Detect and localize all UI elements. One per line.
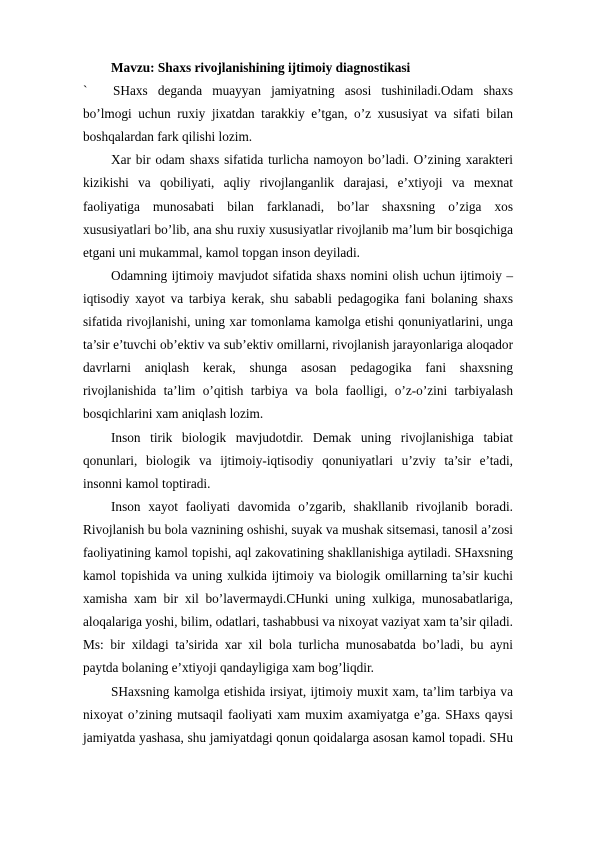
document-page <box>83 56 513 749</box>
paragraph-4: Inson tirik biologik mavjudotdir. Demak uning rivojlanishiga tabiat qonunlari, biologik va ijtimoiy-iqtisodiy qonuniyatlari u’zviy ta’sir e’tadi, insonni kamol toptiradi. <box>83 429 513 491</box>
paragraph-1 <box>83 79 513 148</box>
paragraph-3: Odamning ijtimoiy mavjudot sifatida shaxs nomini olish uchun ijtimoiy – iqtisodiy xayot va tarbiya kerak, shu sababli pedagogika fani bolaning shaxs sifatida rivojlanishi, uning xar tomonlama kamolga etishi qonuniyatlarini, unga ta’sir e’tuvchi ob’ektiv va sub’ektiv omillarni, rivojlanish jarayonlariga aloqador davrlarni aniqlash kerak, shunga asosan pedagogika fani shaxsning rivojlanishida ta’lim o’qitish tarbiya va bola faolligi, o’z-o’zini tarbiyalash bosqichlarini xam aniqlash lozim. <box>83 267 513 422</box>
paragraph-1-text: SHaxs deganda muayyan jamiyatning asosi tushiniladi.Odam shaxs bo’lmogi uchun ruxiy jixatdan tarakkiy e’tgan, o’z xususiyat va sifati bilan boshqalardan fark qilishi lozim. <box>83 83 513 145</box>
paragraph-2: Xar bir odam shaxs sifatida turlicha namoyon bo’ladi. O’zining xarakteri kizikishi va qobiliyati, aqliy rivojlanganlik darajasi, e’xtiyoji va mexnat faoliyatiga munosabati bilan farklanadi, bo’lar shaxsning o’ziga xos xususiyatlari bo’lib, ana shu ruxiy xususiyatlar rivojlanib ma’lum bir bosqichiga etgani uni mukammal, kamol topgan inson deyiladi. <box>83 152 513 260</box>
tick-mark: ` <box>83 83 88 99</box>
document-title: Mavzu: Shaxs rivojlanishining ijtimoiy diagnostikasi <box>111 60 411 75</box>
paragraph-6: SHaxsning kamolga etishida irsiyat, ijtimoiy muxit xam, ta’lim tarbiya va nixoyat o’zining mutsaqil faoliyati xam muxim axamiyatga e’ga. SHaxs qaysi jamiyatda yashasa, shu jamiyatdagi qonun qoidalarga asosan kamol topadi. SHu <box>83 683 513 745</box>
paragraph-5: Inson xayot faoliyati davomida o’zgarib, shakllanib rivojlanib boradi. Rivojlanish bu bola vaznining oshishi, suyak va mushak sitsemasi, tanosil a’zosi faoliyatining kamol topishi, aql zakovatining shakllanishiga aytiladi. SHaxsning kamol topishida va uning xulkida ijtimoiy va biologik omillarning ta’sir kuchi xamisha xam bir xil bo’lavermaydi.CHunki uning xulkiga, munosabatlariga, aloqalariga yoshi, bilim, odatlari, tashabbusi va nixoyat vaziyat xam ta’sir qiladi. Ms: bir xildagi ta’sirida xar xil bola turlicha munosabatda bo’ladi, bu ayni paytda bolaning e’xtiyoji qandayligiga xam bog’liqdir. <box>83 498 513 676</box>
